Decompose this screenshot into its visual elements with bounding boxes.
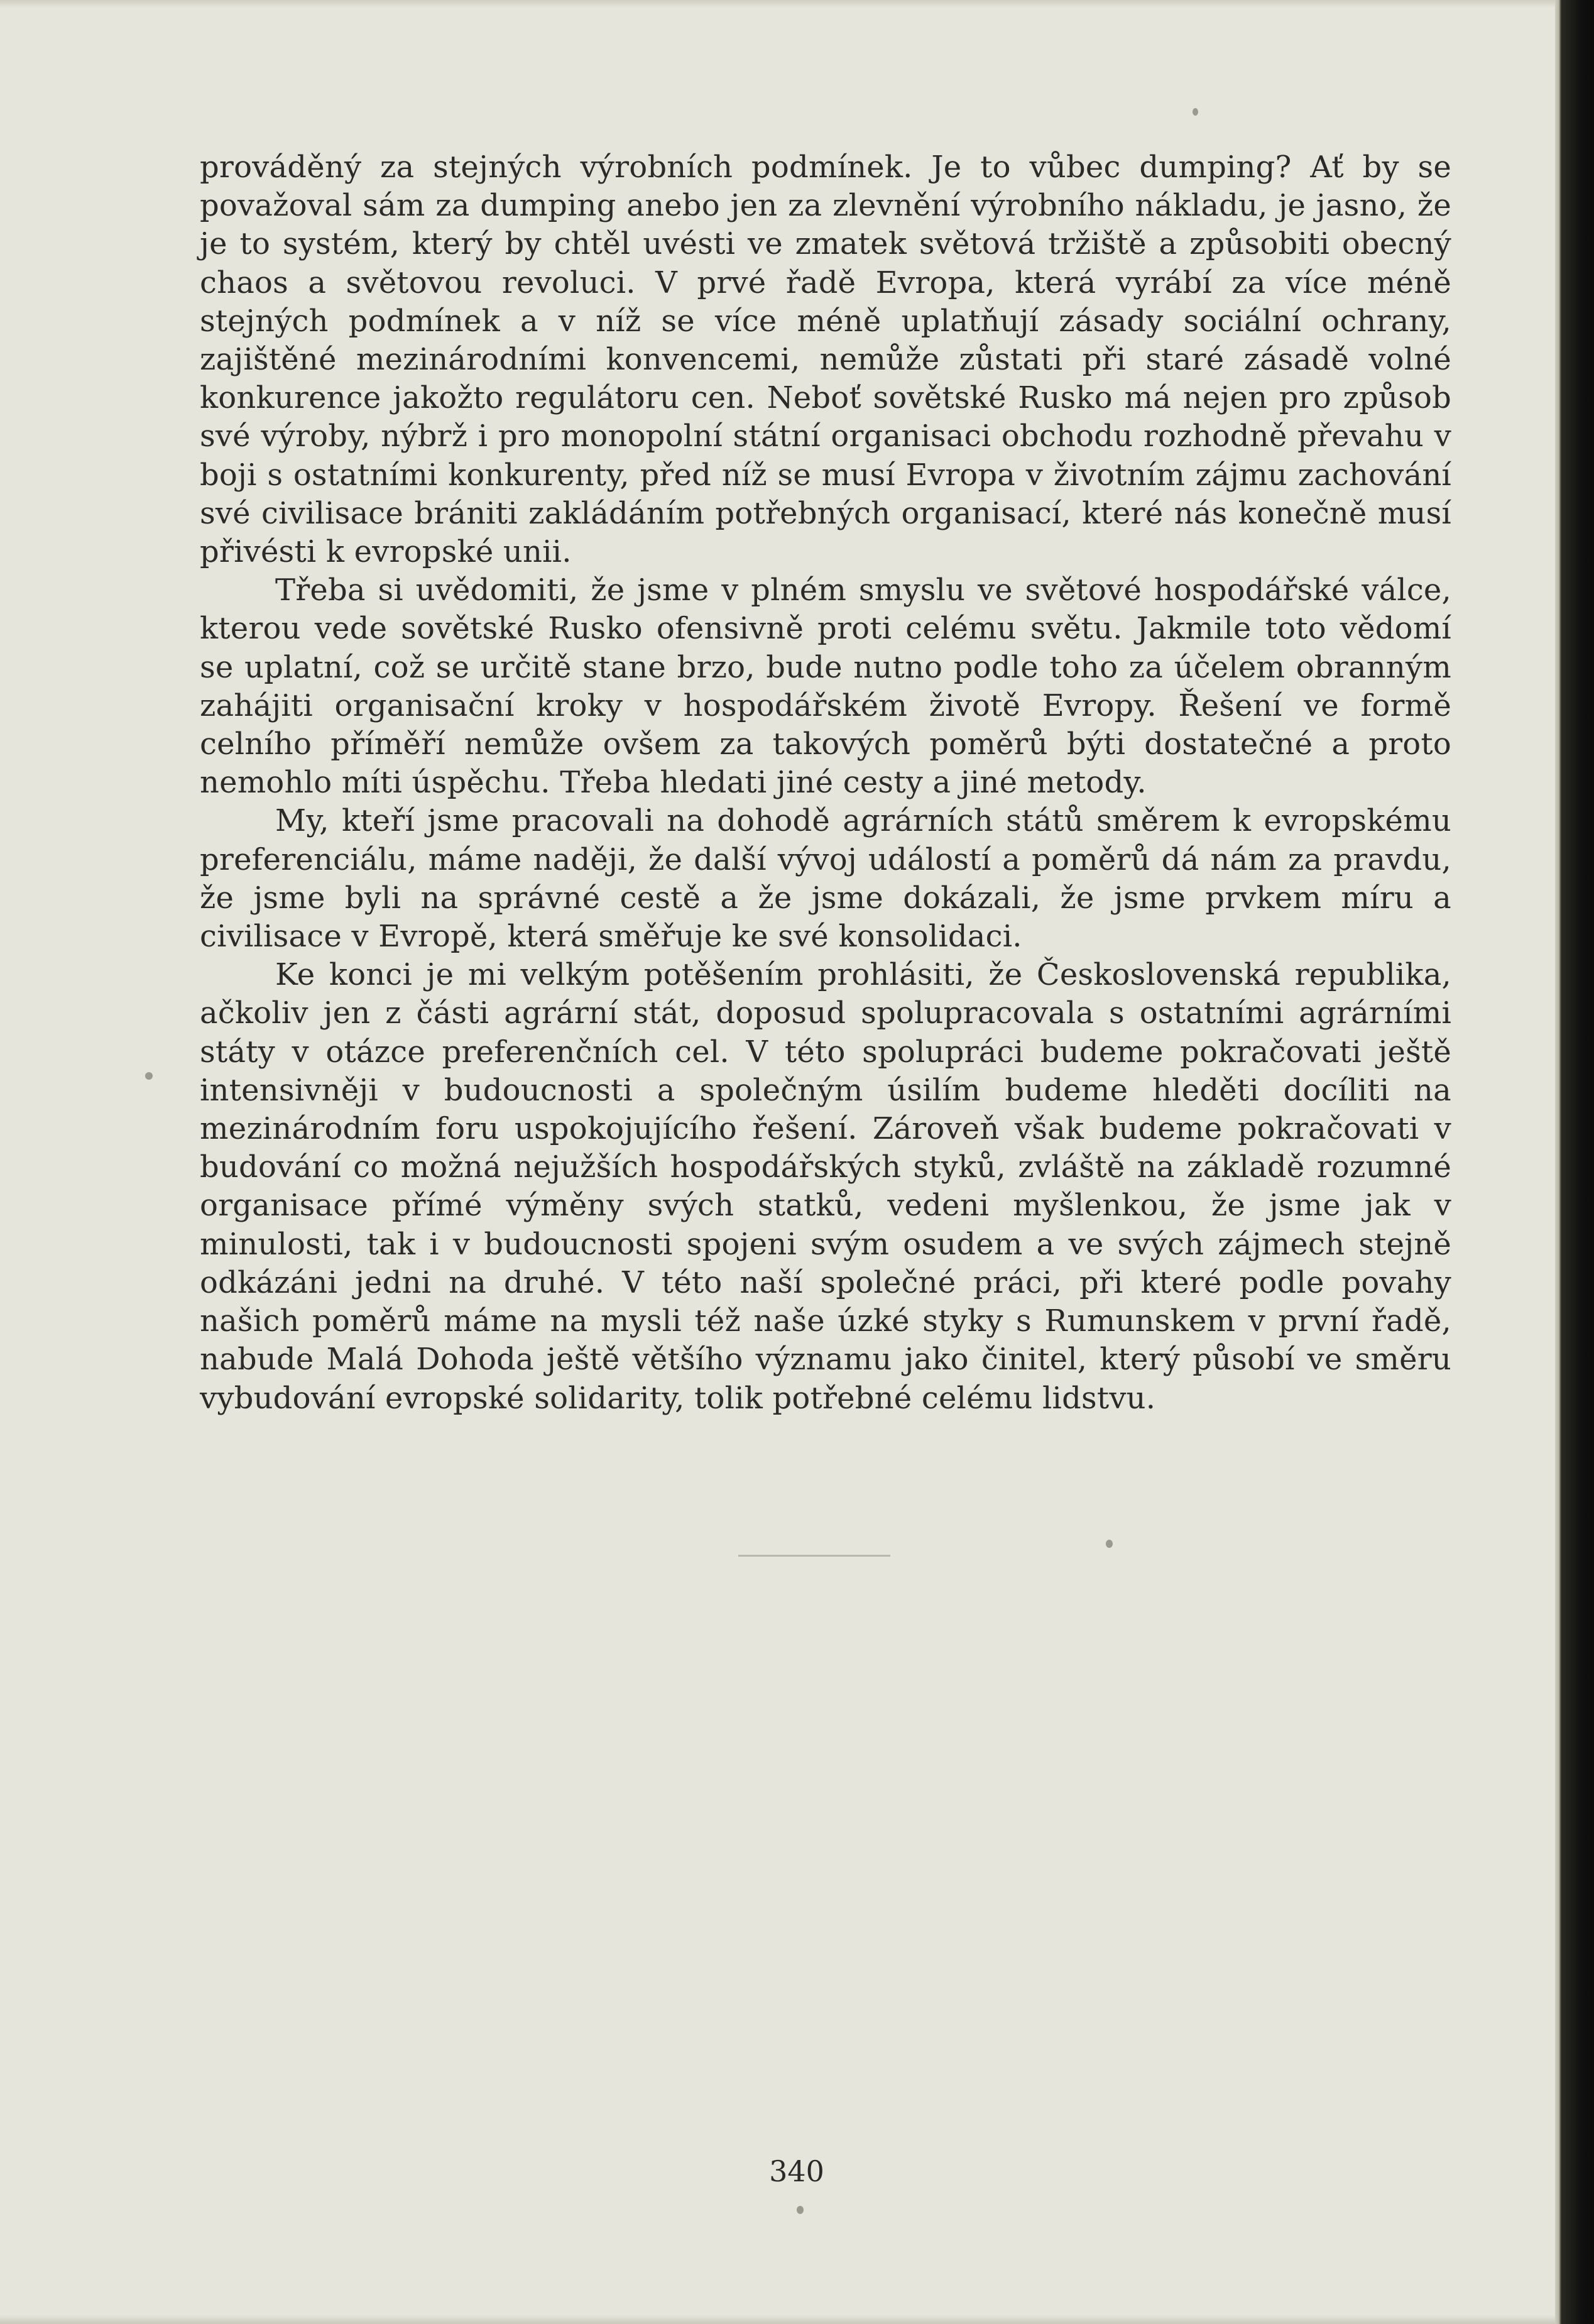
- paper-speck: [1193, 108, 1198, 116]
- scan-binding-edge: [1555, 0, 1594, 2324]
- bottom-edge-shadow: [0, 2315, 1555, 2324]
- paragraph-2: Třeba si uvědomiti, že jsme v plném smyslu ve světové hospodářské válce, kterou vede sovětské Rusko ofensivně proti celému světu. Jakmile toto vědomí se uplatní, což se určitě stane brzo, bude nutno podle toho za účelem obranným zahájiti organisační kroky v hospodářském životě Evropy. Řešení ve formě celního příměří nemůže ovšem za takových poměrů býti dostatečné a proto nemohlo míti úspěchu. Třeba hledati jiné cesty a jiné metody.: [200, 573, 1451, 801]
- body-text: [200, 148, 1451, 1418]
- paragraph-4: Ke konci je mi velkým potěšením prohlásiti, že Československá republika, ačkoliv jen z části agrární stát, doposud spolupracovala s ostatními agrárními státy v otázce preferenčních cel. V této spolupráci budeme pokračovati ještě intensivněji v budoucnosti a společným úsilím budeme hleděti docíliti na mezinárodním foru uspokojujícího řešení. Zároveň však budeme pokračovati v budování co možná nejužších hospodářských styků, zvláště na základě rozumné organisace přímé výměny svých statků, vedeni myšlenkou, že jsme jak v minulosti, tak i v budoucnosti spojeni svým osudem a ve svých zájmech stejně odkázáni jedni na druhé. V této naší společné práci, při které podle povahy našich poměrů máme na mysli též naše úzké styky s Rumunskem v první řadě, nabude Malá Dohoda ještě většího významu jako činitel, který působí ve směru vybudování evropské solidarity, tolik potřebné celému lidstvu.: [200, 957, 1451, 1416]
- paper-speck: [145, 1072, 153, 1080]
- paper-speck: [797, 2206, 804, 2214]
- paragraph-3: My, kteří jsme pracovali na dohodě agrárních států směrem k evropskému preferenciálu, máme naději, že další vývoj událostí a poměrů dá nám za pravdu, že jsme byli na správné cestě a že jsme dokázali, že jsme prvkem míru a civilisace v Evropě, která směřuje ke své konsolidaci.: [200, 803, 1451, 955]
- paper-speck: [1106, 1540, 1113, 1548]
- top-edge-shadow: [0, 0, 1555, 8]
- paragraph-1: prováděný za stejných výrobních podmínek. Je to vůbec dumping? Ať by se považoval sám za dumping anebo jen za zlevnění výrobního nákladu, je jasno, že je to systém, který by chtěl uvésti ve zmatek světová tržiště a způsobiti obecný chaos a světovou revoluci. V prvé řadě Evropa, která vyrábí za více méně stejných podmínek a v níž se více méně uplatňují zásady sociální ochrany, zajištěné mezinárodními konvencemi, nemůže zůstati při staré zásadě volné konkurence jakožto regulátoru cen. Neboť sovětské Rusko má nejen pro způsob své výroby, nýbrž i pro monopolní státní organisaci obchodu rozhodně převahu v boji s ostatními konkurenty, před níž se musí Evropa v životním zájmu zachování své civilisace brániti zakládáním potřebných organisací, které nás konečně musí přivésti k evropské unii.: [200, 150, 1451, 570]
- section-divider: [738, 1555, 890, 1557]
- page-number: 340: [769, 2154, 824, 2188]
